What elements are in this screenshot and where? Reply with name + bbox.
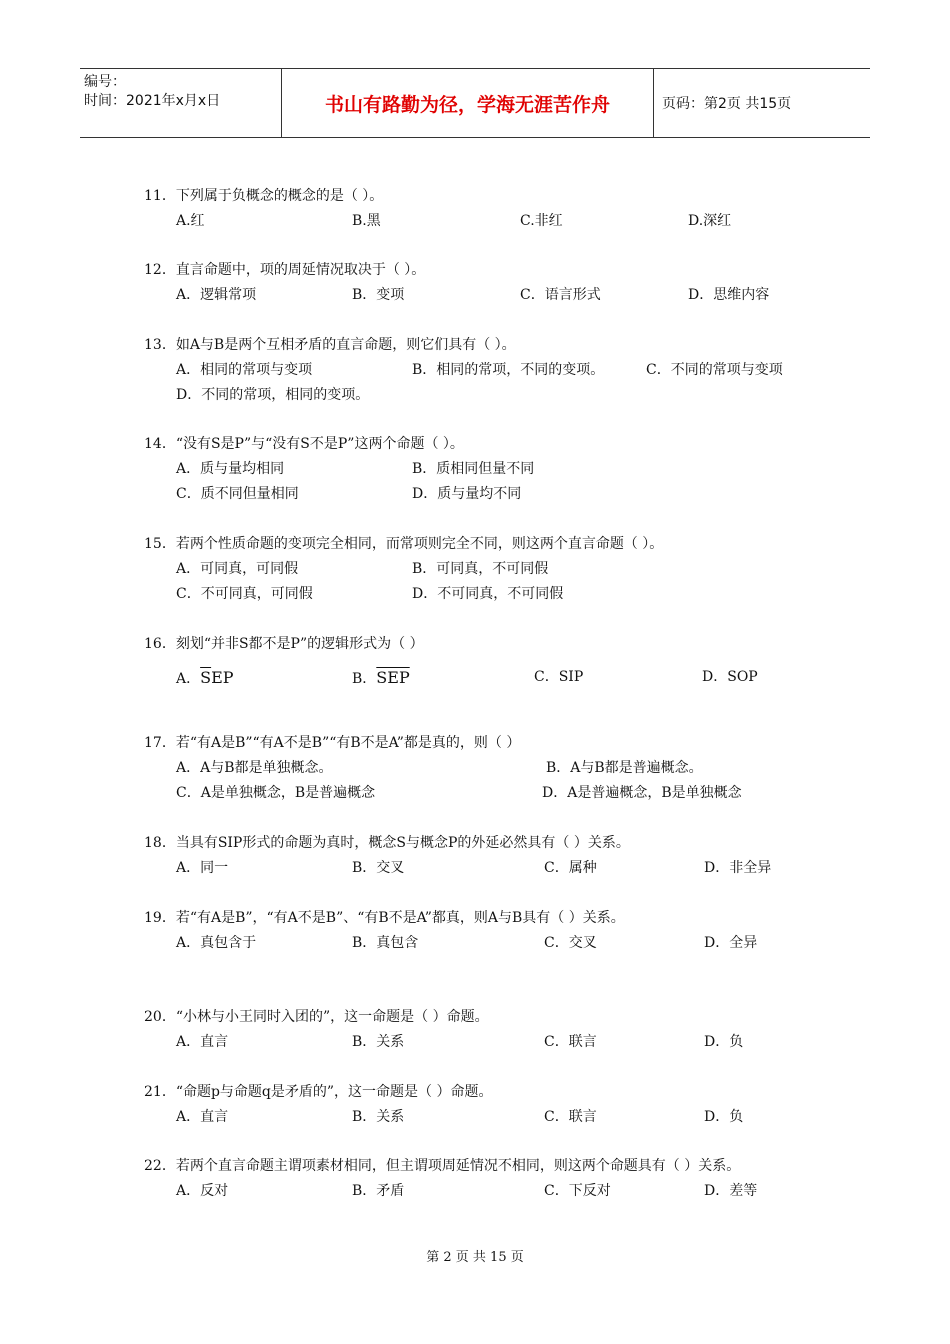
option-d: D.深红 xyxy=(688,213,732,229)
option-a: A．反对 xyxy=(176,1183,229,1199)
option-b: B.黑 xyxy=(352,213,381,229)
question-stem: 19．若“有A是B”，“有A不是B”、“有B不是A”都真，则A与B具有（ ）关系。 xyxy=(144,910,625,926)
option-c: C.非红 xyxy=(520,213,563,229)
question-12 xyxy=(144,258,814,308)
number-label: 编号： xyxy=(84,74,126,90)
option-b: B．真包含 xyxy=(352,935,419,951)
option-c: C．联言 xyxy=(544,1109,597,1125)
option-a: A．可同真，可同假 xyxy=(176,561,299,577)
question-16 xyxy=(144,632,814,695)
question-21 xyxy=(144,1080,814,1130)
question-stem: 22．若两个直言命题主谓项素材相同，但主谓项周延情况不相同，则这两个命题具有（ ）关系。 xyxy=(144,1158,741,1174)
option-a: A．直言 xyxy=(176,1034,229,1050)
option-c: C．不同的常项与变项 xyxy=(646,362,783,378)
option-c: C．联言 xyxy=(544,1034,597,1050)
question-stem: 18．当具有SIP形式的命题为真时，概念S与概念P的外延必然具有（ ）关系。 xyxy=(144,835,630,851)
question-stem: 16．刻划“并非S都不是P”的逻辑形式为（ ） xyxy=(144,636,424,652)
formula-s-bar: $\overline{S}$ xyxy=(200,668,212,687)
option-d: D．思维内容 xyxy=(688,287,770,303)
option-a: A．相同的常项与变项 xyxy=(176,362,313,378)
option-d: D．非全异 xyxy=(704,860,772,876)
option-a: A．同一 xyxy=(176,860,229,876)
option-d: D．不同的常项，相同的变项。 xyxy=(176,387,370,403)
option-c: C．质不同但量相同 xyxy=(176,486,299,502)
option-b: B．A与B都是普遍概念。 xyxy=(546,760,703,776)
option-d: D．A是普遍概念，B是单独概念 xyxy=(542,785,742,801)
question-18 xyxy=(144,831,814,881)
question-stem: 11．下列属于负概念的概念的是（ ）。 xyxy=(144,188,384,204)
option-a: A．A与B都是单独概念。 xyxy=(176,760,333,776)
question-stem: 13．如A与B是两个互相矛盾的直言命题，则它们具有（ ）。 xyxy=(144,337,516,353)
option-b: B．相同的常项，不同的变项。 xyxy=(412,362,605,378)
option-a: A．真包含于 xyxy=(176,935,257,951)
option-b: B．关系 xyxy=(352,1109,405,1125)
header-motto: 书山有路勤为径，学海无涯苦作舟 xyxy=(282,69,654,137)
option-c: C．语言形式 xyxy=(520,287,601,303)
header-page-info: 页码：第2页 共15页 xyxy=(662,96,792,112)
formula-ep: EP xyxy=(211,668,234,687)
option-b: B．矛盾 xyxy=(352,1183,405,1199)
option-b: B．可同真，不可同假 xyxy=(412,561,549,577)
option-b: B．关系 xyxy=(352,1034,405,1050)
option-a: A．直言 xyxy=(176,1109,229,1125)
header-meta xyxy=(80,69,282,137)
option-d: D．不可同真，不可同假 xyxy=(412,586,564,602)
option-c: C．下反对 xyxy=(544,1183,611,1199)
question-22 xyxy=(144,1154,814,1204)
option-a: A．逻辑常项 xyxy=(176,287,257,303)
question-20 xyxy=(144,1005,814,1055)
question-14 xyxy=(144,432,814,507)
option-d: D．负 xyxy=(704,1109,744,1125)
option-c: C．SIP xyxy=(534,669,584,685)
option-c: C．A是单独概念，B是普遍概念 xyxy=(176,785,376,801)
question-stem: 14．“没有S是P”与“没有S不是P”这两个命题（ ）。 xyxy=(144,436,464,452)
page-header xyxy=(80,68,870,138)
page-footer: 第 2 页 共 15 页 xyxy=(426,1250,524,1265)
question-stem: 20．“小林与小王同时入团的”，这一命题是（ ）命题。 xyxy=(144,1009,489,1025)
option-b: B．质相同但量不同 xyxy=(412,461,535,477)
question-stem: 15．若两个性质命题的变项完全相同，而常项则完全不同，则这两个直言命题（ ）。 xyxy=(144,536,664,552)
question-11 xyxy=(144,184,814,234)
option-b: B．$\overline{SEP}$ xyxy=(352,668,410,687)
question-17 xyxy=(144,731,814,806)
option-d: D．全异 xyxy=(704,935,758,951)
question-19 xyxy=(144,906,814,956)
option-a: A．质与量均相同 xyxy=(176,461,285,477)
option-d: D．负 xyxy=(704,1034,744,1050)
option-d: D．质与量均不同 xyxy=(412,486,522,502)
time-label: 时间：2021年x月x日 xyxy=(84,93,221,109)
option-c: C．交叉 xyxy=(544,935,597,951)
option-d: D．SOP xyxy=(702,669,758,685)
option-c: C．属种 xyxy=(544,860,597,876)
option-b: B．变项 xyxy=(352,287,405,303)
question-15 xyxy=(144,532,814,607)
option-c: C．不可同真，可同假 xyxy=(176,586,313,602)
option-a: A．$\overline{S}EP$ xyxy=(176,668,234,687)
question-stem: 17．若“有A是B”“有A不是B”“有B不是A”都是真的，则（ ） xyxy=(144,735,521,751)
question-13 xyxy=(144,333,814,408)
option-d: D．差等 xyxy=(704,1183,758,1199)
question-stem: 12．直言命题中，项的周延情况取决于（ ）。 xyxy=(144,262,426,278)
option-a: A.红 xyxy=(176,213,205,229)
option-b: B．交叉 xyxy=(352,860,405,876)
formula-sep-bar: $\overline{SEP}$ xyxy=(376,668,410,687)
question-stem: 21．“命题p与命题q是矛盾的”，这一命题是（ ）命题。 xyxy=(144,1084,493,1100)
